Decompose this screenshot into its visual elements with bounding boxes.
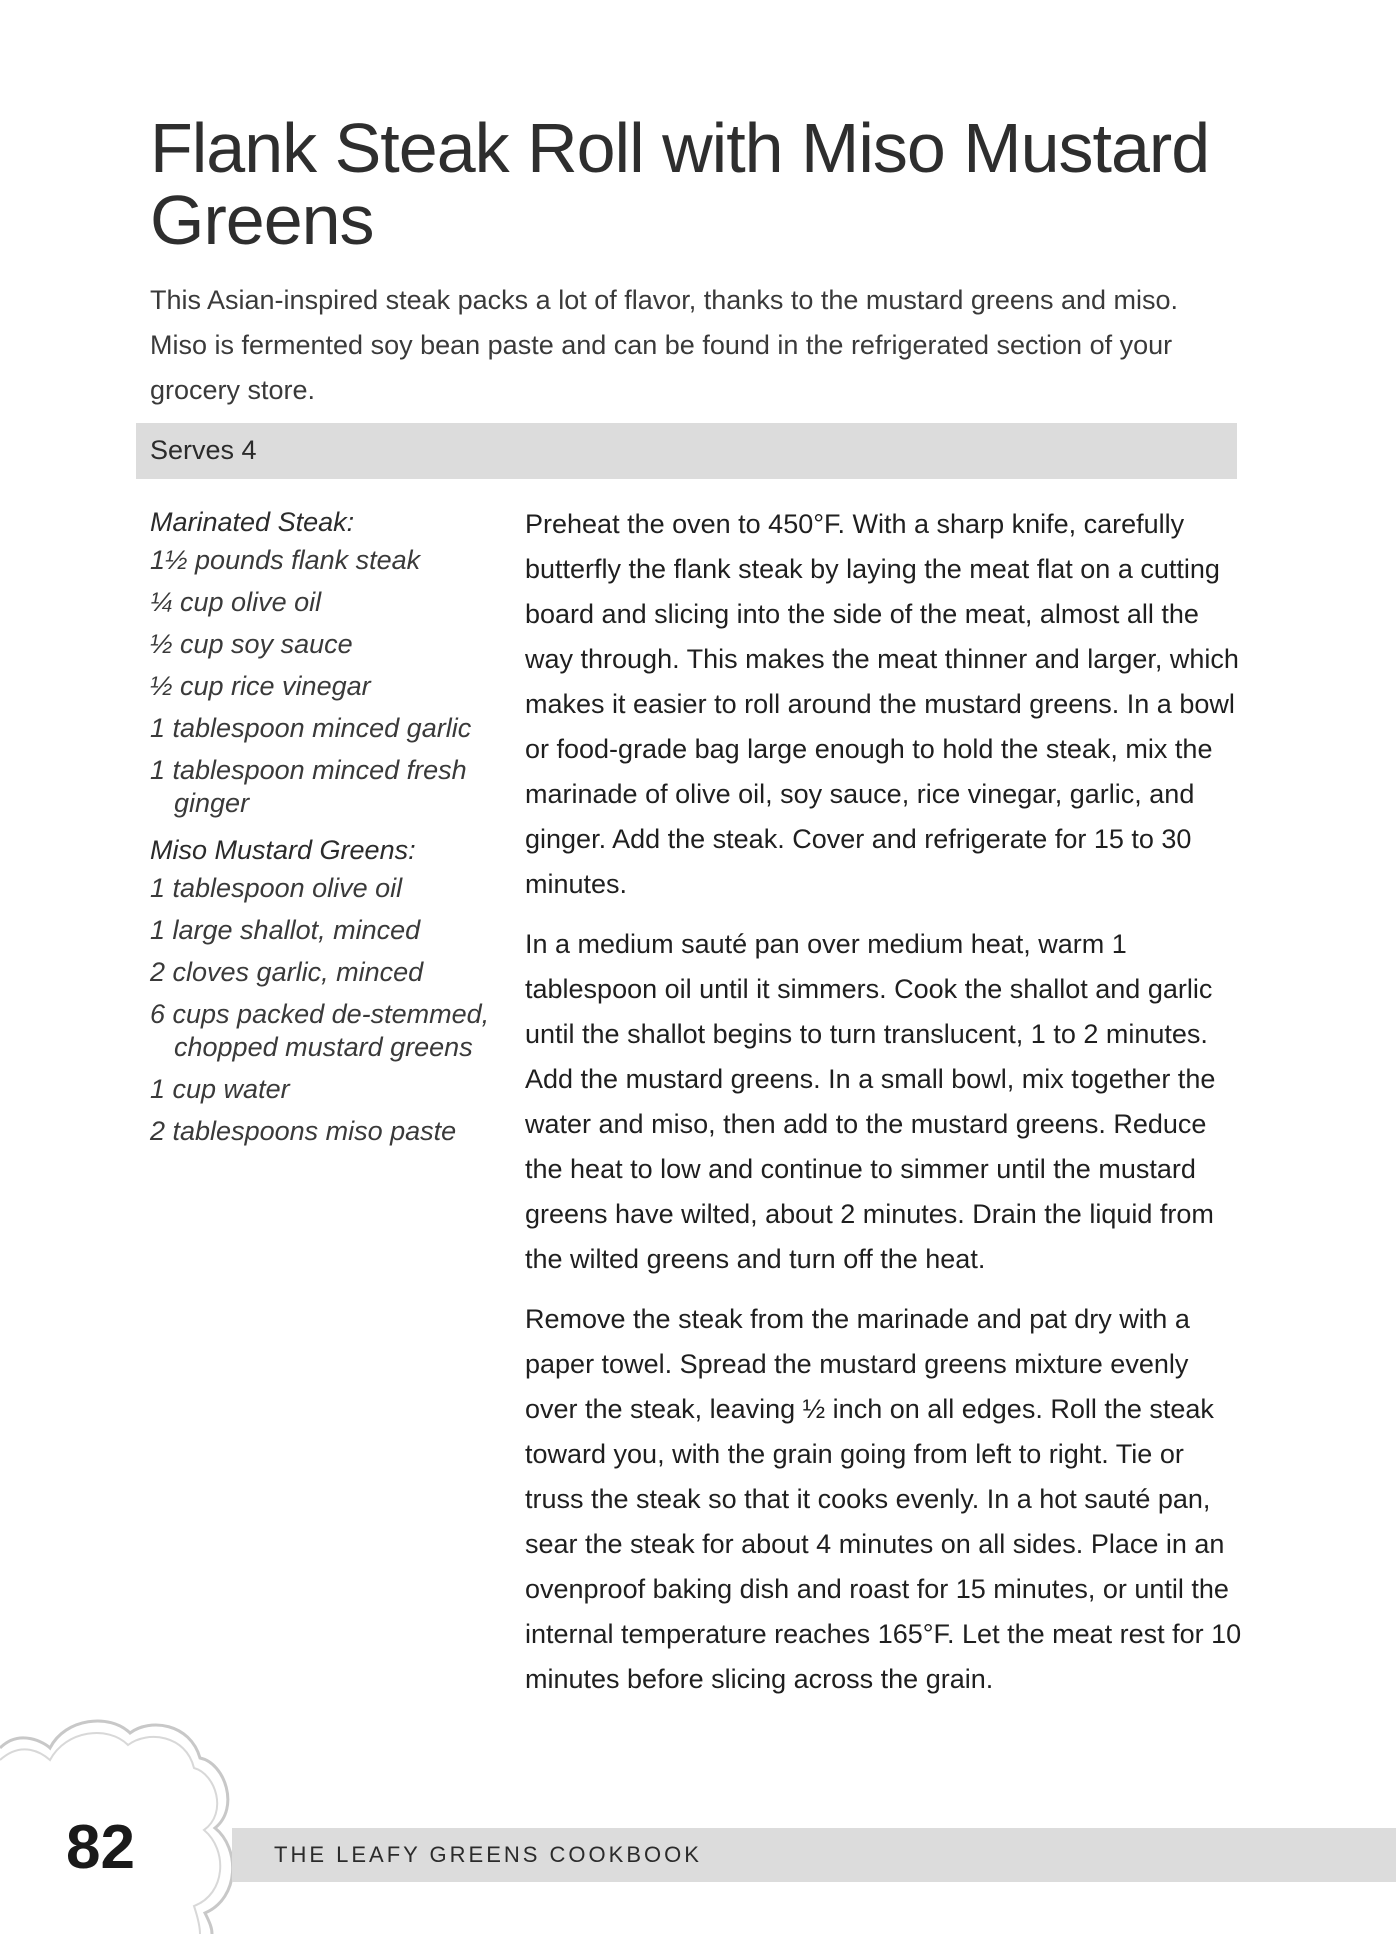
- recipe-intro: This Asian-inspired steak packs a lot of flavor, thanks to the mustard greens and miso. Miso is fermented soy bean paste and can be found in the refrigerated section of your grocery store.: [150, 285, 1179, 405]
- book-title: THE LEAFY GREENS COOKBOOK: [274, 1842, 702, 1867]
- ingredient-item: 1 tablespoon minced fresh ginger: [150, 755, 467, 818]
- ingredient-list: [150, 544, 490, 820]
- page-number: 82: [66, 1813, 135, 1882]
- ingredient-list: [150, 872, 490, 1148]
- ingredient-item: 6 cups packed de-stemmed, chopped mustard greens: [150, 999, 490, 1062]
- method-step: Remove the steak from the marinade and pat dry with a paper towel. Spread the mustard greens mixture evenly over the steak, leaving ½ inch on all edges. Roll the steak toward you, with the grain going from left to right. Tie or truss the steak so that it cooks evenly. In a hot sauté pan, sear the steak for about 4 minutes on all sides. Place in an ovenproof baking dish and roast for 15 minutes, or until the internal temperature reaches 165°F. Let the meat rest for 10 minutes before slicing across the grain.: [525, 1304, 1242, 1694]
- ingredient-item: ¼ cup olive oil: [150, 587, 322, 617]
- recipe-title: Flank Steak Roll with Miso Mustard Greens: [150, 109, 1210, 259]
- method-column: [525, 502, 1245, 1717]
- ingredient-group-heading: Marinated Steak:: [150, 507, 355, 537]
- ingredient-item: 1½ pounds flank steak: [150, 545, 421, 575]
- ingredient-group-heading: Miso Mustard Greens:: [150, 835, 416, 865]
- method-step: Preheat the oven to 450°F. With a sharp knife, carefully butterfly the flank steak by laying the meat flat on a cutting board and slicing into the side of the meat, almost all the way through. This makes the meat thinner and larger, which makes it easier to roll around the mustard greens. In a bowl or food-grade bag large enough to hold the steak, mix the marinade of olive oil, soy sauce, rice vinegar, garlic, and ginger. Add the steak. Cover and refrigerate for 15 to 30 minutes.: [525, 509, 1239, 899]
- ingredient-item: 1 large shallot, minced: [150, 915, 421, 945]
- ingredient-item: ½ cup soy sauce: [150, 629, 353, 659]
- ingredient-item: 1 tablespoon minced garlic: [150, 713, 472, 743]
- ingredient-item: 1 tablespoon olive oil: [150, 873, 403, 903]
- footer-bar: [232, 1828, 1396, 1882]
- serves-bar: [136, 423, 1237, 479]
- ingredient-item: 2 tablespoons miso paste: [150, 1116, 457, 1146]
- method-step: In a medium sauté pan over medium heat, warm 1 tablespoon oil until it simmers. Cook the shallot and garlic until the shallot begins to turn translucent, 1 to 2 minutes. Add the mustard greens. In a small bowl, mix together the water and miso, then add to the mustard greens. Reduce the heat to low and continue to simmer until the mustard greens have wilted, about 2 minutes. Drain the liquid from the wilted greens and turn off the heat.: [525, 929, 1216, 1274]
- ingredients-column: [150, 502, 490, 1158]
- ingredient-item: 1 cup water: [150, 1074, 290, 1104]
- ingredient-item: ½ cup rice vinegar: [150, 671, 371, 701]
- ingredient-item: 2 cloves garlic, minced: [150, 957, 424, 987]
- serves-label: Serves 4: [150, 435, 257, 465]
